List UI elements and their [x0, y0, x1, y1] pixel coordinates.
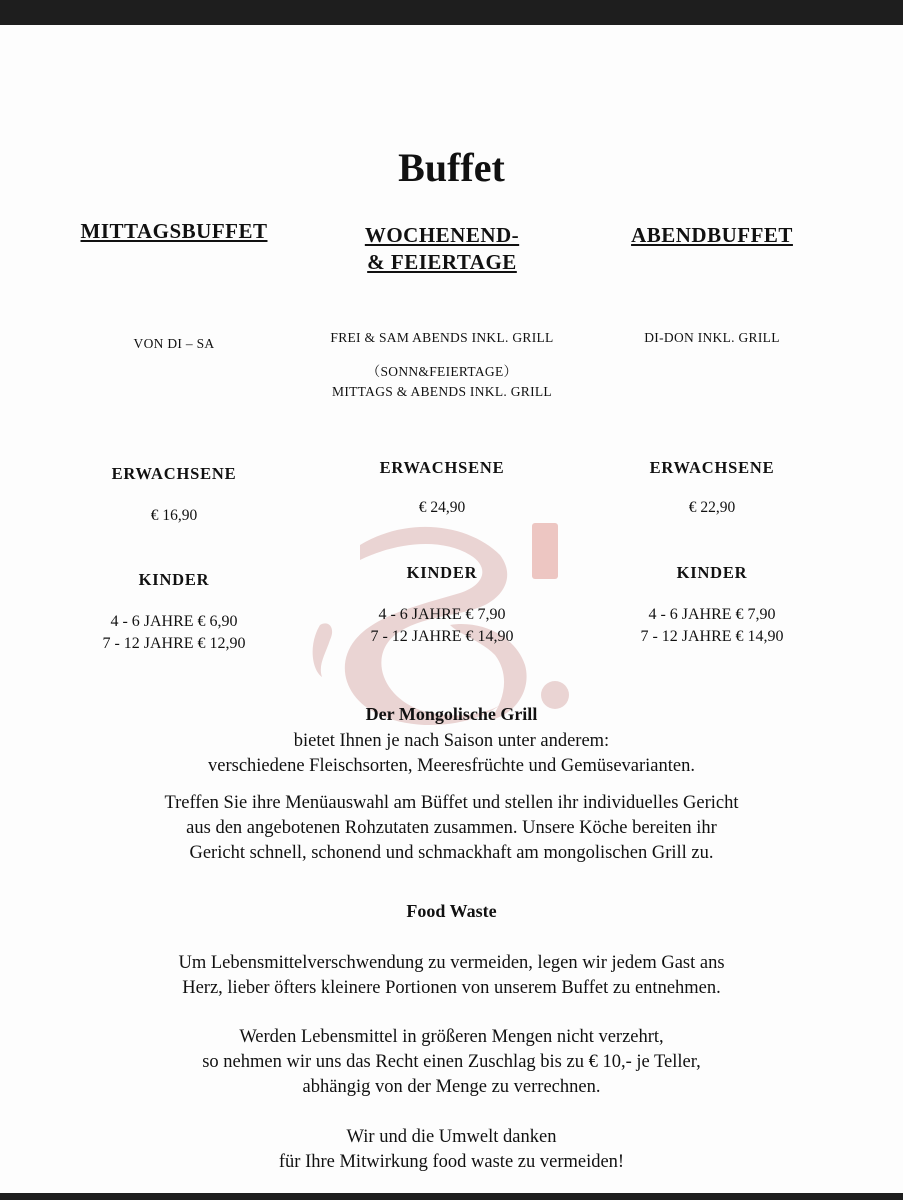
text-line: Herz, lieber öfters kleinere Portionen von unserem Buffet zu entnehmen.	[182, 978, 721, 998]
text-line: verschiedene Fleischsorten, Meeresfrüchte und Gemüsevarianten.	[208, 756, 695, 776]
adult-price-abendbuffet: € 22,90	[688, 499, 736, 516]
food-waste-paragraph-1	[0, 951, 903, 1001]
schedule-line: MITTAGS & ABENDS INKL. GRILL	[332, 383, 552, 399]
column-heading-wochenende	[332, 222, 552, 277]
text-line: abhängig von der Menge zu verrechnen.	[302, 1077, 601, 1097]
kids-label-wochenende: KINDER	[406, 563, 478, 582]
adult-price-mittagsbuffet: € 16,90	[150, 507, 198, 524]
schedule-wochenende-sunday	[292, 362, 592, 401]
food-waste-heading: Food Waste	[406, 901, 497, 921]
page-title: Buffet	[398, 145, 505, 190]
schedule-mittagsbuffet: VON DI – SA	[133, 336, 215, 351]
text-line: Treffen Sie ihre Menüauswahl am Büffet und stellen ihr individuelles Gericht	[164, 793, 739, 813]
kids-prices-mittagsbuffet	[64, 611, 284, 654]
grill-intro	[0, 729, 903, 779]
kids-label-mittagsbuffet: KINDER	[138, 570, 210, 589]
heading-line: & FEIERTAGE	[367, 250, 517, 275]
kids-prices-abendbuffet	[602, 604, 822, 647]
kids-price-line: 4 - 6 JAHRE € 6,90	[110, 613, 238, 630]
heading-line: WOCHENEND-	[364, 223, 520, 247]
text-line: bietet Ihnen je nach Saison unter anderem:	[293, 731, 610, 751]
food-waste-thanks	[0, 1125, 903, 1175]
food-waste-paragraph-2	[0, 1025, 903, 1100]
column-heading-mittagsbuffet: MITTAGSBUFFET	[80, 219, 268, 243]
schedule-abendbuffet: DI-DON INKL. GRILL	[644, 330, 780, 345]
text-line: Wir und die Umwelt danken	[346, 1127, 557, 1147]
kids-price-line: 7 - 12 JAHRE € 14,90	[370, 627, 514, 645]
kids-price-line: 4 - 6 JAHRE € 7,90	[648, 606, 776, 623]
kids-label-abendbuffet: KINDER	[676, 563, 748, 582]
text-line: Gericht schnell, schonend und schmackhaft am mongolischen Grill zu.	[189, 843, 714, 863]
kids-prices-wochenende	[332, 604, 552, 647]
grill-heading: Der Mongolische Grill	[365, 704, 538, 724]
text-line: für Ihre Mitwirkung food waste zu vermeiden!	[278, 1152, 625, 1172]
adult-price-wochenende: € 24,90	[418, 499, 466, 516]
kids-price-line: 7 - 12 JAHRE € 14,90	[640, 627, 784, 645]
adult-label-wochenende: ERWACHSENE	[379, 458, 505, 477]
text-line: Werden Lebensmittel in größeren Mengen nicht verzehrt,	[239, 1027, 664, 1047]
grill-description	[0, 791, 903, 866]
text-line: Um Lebensmittelverschwendung zu vermeiden, legen wir jedem Gast ans	[178, 953, 725, 973]
column-heading-abendbuffet: ABENDBUFFET	[631, 223, 793, 247]
adult-label-mittagsbuffet: ERWACHSENE	[111, 464, 237, 483]
bottom-frame-bar	[0, 1193, 903, 1200]
schedule-line: （SONN&FEIERTAGE）	[366, 364, 518, 379]
adult-label-abendbuffet: ERWACHSENE	[649, 458, 775, 477]
text-line: so nehmen wir uns das Recht einen Zuschlag bis zu € 10,- je Teller,	[202, 1052, 701, 1072]
kids-price-line: 4 - 6 JAHRE € 7,90	[378, 606, 506, 623]
schedule-wochenende: FREI & SAM ABENDS INKL. GRILL	[330, 330, 554, 345]
kids-price-line: 7 - 12 JAHRE € 12,90	[102, 634, 246, 652]
text-line: aus den angebotenen Rohzutaten zusammen. Unsere Köche bereiten ihr	[186, 818, 717, 838]
